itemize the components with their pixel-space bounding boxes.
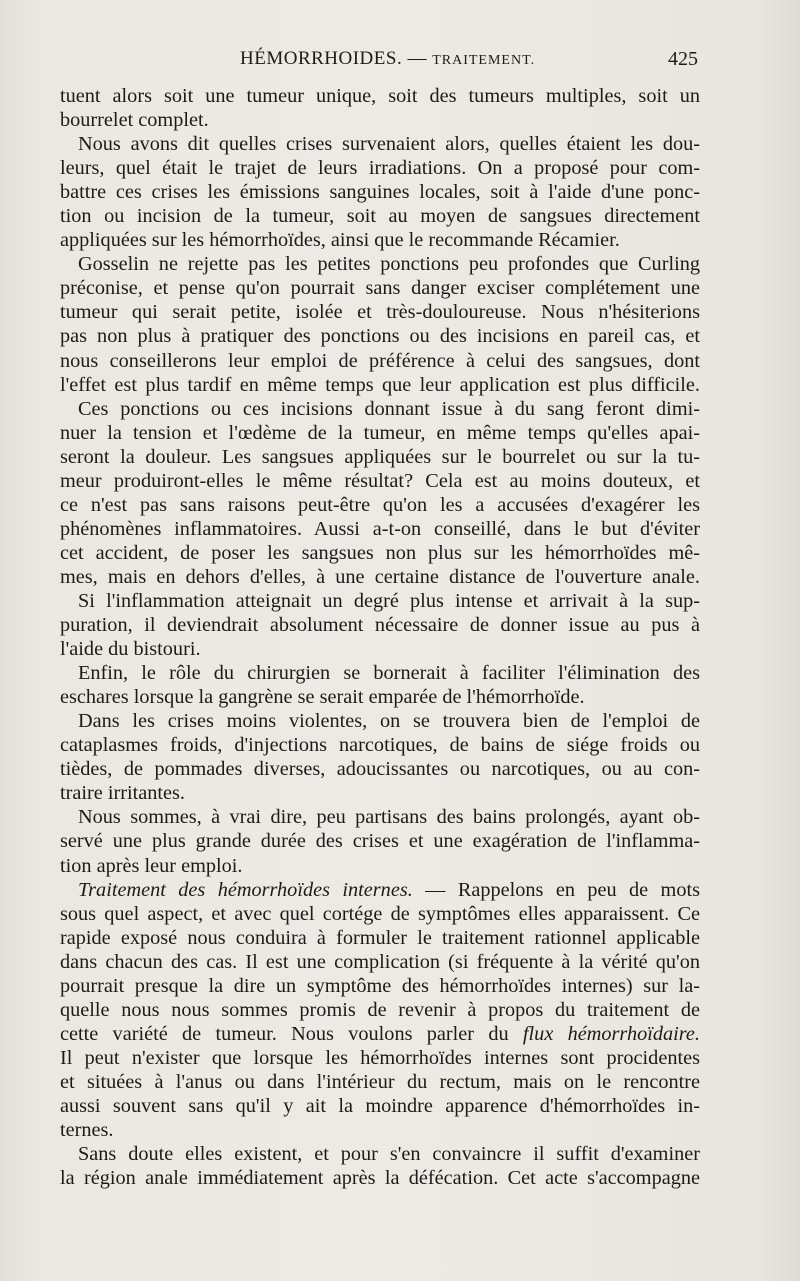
running-header <box>60 48 700 78</box>
section-subtitle: TRAITEMENT. <box>432 53 536 68</box>
text-line <box>60 276 700 300</box>
line-text: traire irritantes. <box>60 782 186 805</box>
line-text: pourrait presque la dire un symptôme des hémorrhoïdes internes) sur la- <box>60 974 700 997</box>
line-text: Dans les crises moins violentes, on se trouvera bien de l'emploi de <box>78 710 700 733</box>
text-line <box>60 854 700 878</box>
text-line <box>60 108 700 132</box>
text-line <box>60 397 700 421</box>
line-text: seront la douleur. Les sangsues appliquées sur le bourrelet ou sur la tu- <box>60 445 700 468</box>
text-line <box>60 180 700 204</box>
text-line <box>60 1118 700 1142</box>
text-line <box>60 709 700 733</box>
text-line <box>60 1142 700 1166</box>
text-line <box>60 1046 700 1070</box>
text-line <box>60 324 700 348</box>
text-line <box>60 493 700 517</box>
page-number: 425 <box>668 48 698 70</box>
text-line <box>60 300 700 324</box>
line-text: nuer la tension et l'œdème de la tumeur, en même temps qu'elles apai- <box>60 421 700 444</box>
italic-heading: Traitement des hémorrhoïdes internes. <box>78 878 413 901</box>
line-text: leurs, quel était le trajet de leurs irradiations. On a proposé pour com- <box>60 157 700 180</box>
line-text: pas non plus à pratiquer des ponctions ou des incisions en pareil cas, et <box>60 325 700 348</box>
text-line <box>60 1070 700 1094</box>
text-line <box>60 974 700 998</box>
text-line <box>60 829 700 853</box>
text-line <box>60 613 700 637</box>
line-text: puration, il deviendrait absolument nécessaire de donner issue au pus à <box>60 614 700 637</box>
line-text: l'effet est plus tardif en même temps que leur application est plus difficile. <box>60 373 700 396</box>
text-line <box>60 685 700 709</box>
line-text: Si l'inflammation atteignait un degré plus intense et arrivait à la sup- <box>78 589 700 612</box>
line-text: dans chacun des cas. Il est une complication (si fréquente à la vérité qu'on <box>60 950 700 973</box>
line-text: préconise, et pense qu'on pourrait sans danger exciser complétement une <box>60 277 700 300</box>
line-text: phénomènes inflammatoires. Aussi a-t-on conseillé, dans le but d'éviter <box>60 517 700 540</box>
line-text: cet accident, de poser les sangsues non plus sur les hémorrhoïdes mê- <box>60 541 700 564</box>
text-line <box>60 84 700 108</box>
line-text: battre ces crises les émissions sanguines locales, soit à l'aide d'une ponc- <box>60 181 700 204</box>
text-line <box>60 1022 700 1046</box>
text-line <box>60 252 700 276</box>
line-text: Nous sommes, à vrai dire, peu partisans des bains prolongés, ayant ob- <box>78 806 700 829</box>
line-text: tièdes, de pommades diverses, adoucissantes ou narcotiques, ou au con- <box>60 758 700 781</box>
text-line <box>60 926 700 950</box>
line-text: servé une plus grande durée des crises et une exagération de l'inflamma- <box>60 830 700 853</box>
italic-term: flux hémorrhoïdaire. <box>522 1022 700 1045</box>
text-line <box>60 950 700 974</box>
text-line <box>60 1166 700 1190</box>
line-text: tuent alors soit une tumeur unique, soit des tumeurs multiples, soit un <box>60 85 700 107</box>
line-text: — Rappelons en peu de mots <box>412 878 700 901</box>
text-line <box>60 805 700 829</box>
line-text: meur produiront-elles le même résultat? Cela est au moins douteux, et <box>60 469 700 492</box>
text-line <box>60 204 700 228</box>
text-line <box>60 661 700 685</box>
text-line <box>60 733 700 757</box>
text-line <box>60 781 700 805</box>
line-text: tion ou incision de la tumeur, soit au moyen de sangsues directement <box>60 205 700 228</box>
text-line <box>60 373 700 397</box>
line-text: Enfin, le rôle du chirurgien se bornerait à faciliter l'élimination des <box>78 662 700 685</box>
line-text: cette variété de tumeur. Nous voulons parler du <box>60 1022 523 1045</box>
text-line <box>60 469 700 493</box>
text-line <box>60 156 700 180</box>
text-line <box>60 878 700 902</box>
text-line <box>60 1094 700 1118</box>
line-text: nous conseillerons leur emploi de préférence à celui des sangsues, dont <box>60 349 700 372</box>
text-line <box>60 541 700 565</box>
line-text: bourrelet complet. <box>60 109 209 132</box>
line-text: Il peut n'exister que lorsque les hémorrhoïdes internes sont procidentes <box>60 1046 700 1069</box>
line-text: Sans doute elles existent, et pour s'en convaincre il suffit d'examiner <box>78 1143 700 1166</box>
line-text: cataplasmes froids, d'injections narcotiques, de bains de siége froids ou <box>60 734 700 757</box>
line-text: ternes. <box>60 1119 114 1142</box>
line-text: quelle nous nous sommes promis de revenir à propos du traitement de <box>60 998 700 1021</box>
line-text: mes, mais en dehors d'elles, à une certaine distance de l'ouverture anale. <box>60 565 700 588</box>
line-text: aussi souvent sans qu'il y ait la moindre apparence d'hémorrhoïdes in- <box>60 1094 700 1117</box>
text-line <box>60 998 700 1022</box>
body-text <box>60 84 700 1190</box>
text-line <box>60 589 700 613</box>
title-dash: — <box>407 48 427 69</box>
line-text: eschares lorsque la gangrène se serait emparée de l'hémorrhoïde. <box>60 686 585 709</box>
text-line <box>60 421 700 445</box>
line-text: ce n'est pas sans raisons peut-être qu'on les a accusées d'exagérer les <box>60 493 700 516</box>
line-text: Nous avons dit quelles crises survenaient alors, quelles étaient les dou- <box>78 133 700 156</box>
line-text: Ces ponctions ou ces incisions donnant issue à du sang feront dimi- <box>78 397 700 420</box>
chapter-title: HÉMORRHOIDES. <box>240 48 403 69</box>
running-title <box>240 48 535 70</box>
text-line <box>60 445 700 469</box>
text-line <box>60 902 700 926</box>
line-text: rapide exposé nous conduira à formuler le traitement rationnel applicable <box>60 926 700 949</box>
line-text: et situées à l'anus ou dans l'intérieur du rectum, mais on le rencontre <box>60 1070 700 1093</box>
line-text: tion après leur emploi. <box>60 854 243 877</box>
text-line <box>60 565 700 589</box>
line-text: la région anale immédiatement après la défécation. Cet acte s'accompagne <box>60 1167 700 1190</box>
text-line <box>60 757 700 781</box>
line-text: appliquées sur les hémorrhoïdes, ainsi que le recommande Récamier. <box>60 229 620 252</box>
text-line <box>60 132 700 156</box>
text-line <box>60 637 700 661</box>
text-line <box>60 228 700 252</box>
line-text: Gosselin ne rejette pas les petites ponctions peu profondes que Curling <box>78 253 700 276</box>
text-line <box>60 517 700 541</box>
text-line <box>60 349 700 373</box>
line-text: l'aide du bistouri. <box>60 638 201 661</box>
line-text: sous quel aspect, et avec quel cortége de symptômes elles apparaissent. Ce <box>60 902 700 925</box>
line-text: tumeur qui serait petite, isolée et très-douloureuse. Nous n'hésiterions <box>60 301 700 324</box>
